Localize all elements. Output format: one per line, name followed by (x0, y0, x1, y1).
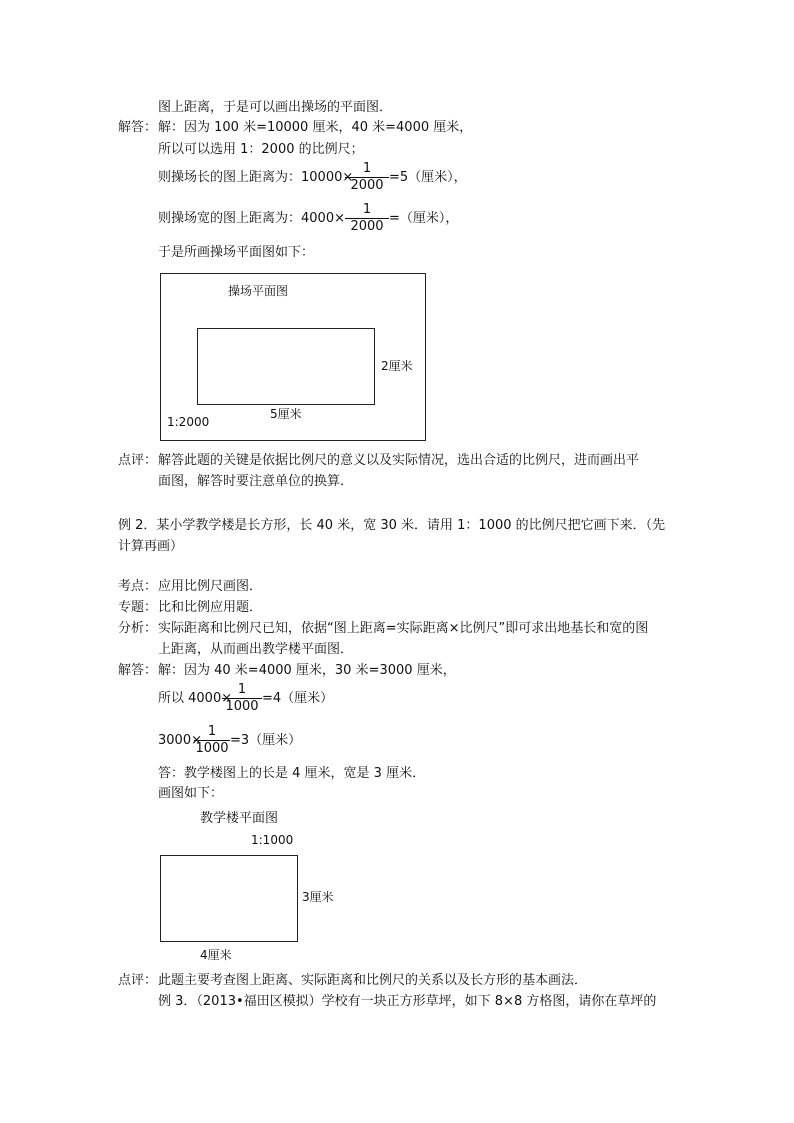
fraction-denominator: 2000 (350, 178, 384, 193)
fraction (222, 683, 262, 714)
playground-scale-label: 1:2000 (167, 415, 210, 429)
section-label-comment: 点评： (118, 453, 158, 468)
text-line: 于是所画操场平面图如下： (158, 245, 315, 260)
formula-suffix: =5（厘米）， (389, 170, 467, 185)
fraction-denominator: 1000 (225, 699, 259, 714)
fraction-numerator: 1 (207, 724, 217, 739)
fraction-numerator: 1 (362, 202, 372, 217)
formula-prefix: 则操场宽的图上距离为：4000× (158, 211, 345, 226)
fraction-numerator: 1 (362, 161, 372, 176)
section-label-comment: 点评： (118, 973, 158, 988)
fraction (345, 203, 389, 234)
building-width-label: 3厘米 (302, 890, 334, 904)
building-figure-title: 教学楼平面图 (200, 811, 279, 826)
text-line: 此题主要考查图上距离、实际距离和比例尺的关系以及长方形的基本画法． (158, 973, 588, 988)
fraction-numerator: 1 (237, 682, 247, 697)
text-line: 上距离，从而画出教学楼平面图． (158, 642, 354, 657)
text-line: 实际距离和比例尺已知，依据“图上距离=实际距离×比例尺”即可求出地基长和宽的图 (158, 621, 649, 636)
text-line: 解答此题的关键是依据比例尺的意义以及实际情况，选出合适的比例尺，进而画出平 (158, 453, 640, 468)
formula-suffix: =（厘米）， (389, 211, 459, 226)
fraction-denominator: 2000 (350, 219, 384, 234)
section-label-knowledge: 考点： (118, 579, 158, 594)
question-line: 例 3．（2013•福田区模拟）学校有一块正方形草坪，如下 8×8 方格图，请你在草坪的 (158, 994, 657, 1009)
formula-suffix: =4（厘米） (262, 691, 334, 706)
fraction (345, 162, 389, 193)
text-line: 应用比例尺画图． (158, 579, 263, 594)
text-line: 解：因为 40 米=4000 厘米，30 米=3000 厘米， (158, 663, 456, 678)
fraction (194, 725, 230, 756)
question-line: 计算再画） (118, 539, 184, 554)
formula-prefix: 所以 4000× (158, 691, 233, 706)
fraction-denominator: 1000 (195, 741, 229, 756)
question-line: 例 2．某小学教学楼是长方形，长 40 米，宽 30 米．请用 1：1000 的比例尺把它画下来．（先 (118, 518, 666, 533)
text-line: 比和比例应用题． (158, 600, 263, 615)
formula-prefix: 则操场长的图上距离为：10000× (158, 170, 354, 185)
building-scale-label: 1:1000 (251, 833, 294, 847)
text-line: 所以可以选用 1：2000 的比例尺； (158, 142, 364, 157)
building-length-label: 4厘米 (200, 948, 232, 962)
section-label-topic: 专题： (118, 600, 158, 615)
text-line: 面图，解答时要注意单位的换算． (158, 474, 354, 489)
text-line: 画图如下： (158, 786, 224, 801)
section-label-analysis: 分析： (118, 621, 158, 636)
text-line: 答：教学楼图上的长是 4 厘米，宽是 3 厘米． (158, 766, 426, 781)
section-label-answer: 解答： (118, 663, 158, 678)
playground-rectangle (197, 328, 375, 405)
formula-prefix: 3000× (158, 733, 202, 748)
building-rectangle (160, 855, 298, 942)
formula-suffix: =3（厘米） (230, 733, 302, 748)
text-line: 解：因为 100 米=10000 厘米，40 米=4000 厘米， (158, 120, 473, 135)
playground-figure-title: 操场平面图 (228, 284, 289, 298)
section-label-answer: 解答： (118, 120, 158, 135)
text-line: 图上距离，于是可以画出操场的平面图． (158, 100, 393, 115)
playground-length-label: 5厘米 (270, 407, 302, 421)
playground-width-label: 2厘米 (381, 359, 413, 373)
